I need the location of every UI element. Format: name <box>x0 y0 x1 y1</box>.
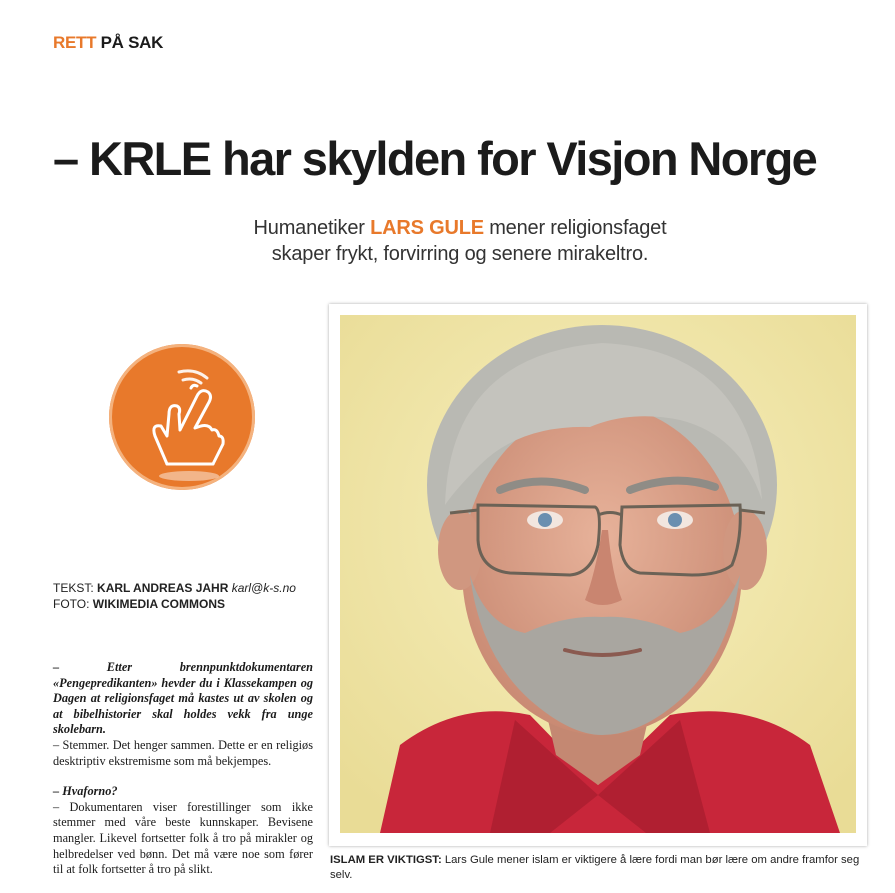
portrait-photo <box>340 315 856 833</box>
article-question-1: – Etter brennpunktdokumentaren «Pengepredikanten» hevder du i Klassekampen og Dagen at religionsfaget må kastes ut av skolen og at bibelhistorier skal holdes vekk fra unge skolebarn. – Stemmer. Det henger sammen. Dette er en religiøs desktriptiv ekstremisme som må bekjempes. <box>53 660 313 768</box>
caption-text: Lars Gule mener islam er viktigere å lære fordi man bør lære om andre framfor seg selv. <box>330 854 860 881</box>
portrait-photo-frame <box>329 304 867 846</box>
lead-name: LARS GULE <box>370 217 484 239</box>
photo-caption <box>330 853 870 883</box>
section-kicker <box>53 33 163 53</box>
byline <box>53 580 296 612</box>
article-question-2: – Hvaforno? – Dokumentaren viser forestillinger som ikke stemmer med våre beste kunnskaper. Bevisene mangler. Likevel fortsetter folk å tro på mirakler og helbredelser ved bønn. Det må være noe som fører til at folk fortsetter å tro på slikt. <box>53 784 313 877</box>
lead-before: Humanetiker <box>253 217 365 239</box>
photo-credit-label: FOTO: <box>53 597 90 611</box>
kicker-part-2: PÅ SAK <box>100 33 164 52</box>
article-answer-2: – Dokumentaren viser forestillinger som ikke stemmer med våre beste kunnskaper. Bevisene mangler. Likevel fortsetter folk å tro på mirakler og helbredelser ved bønn. Det må være noe som fører til at folk fortsetter å tro på slikt. <box>53 799 313 877</box>
author-name: KARL ANDREAS JAHR <box>97 581 229 595</box>
touch-hand-icon <box>109 344 255 490</box>
text-credit-label: TEKST: <box>53 581 94 595</box>
lead-line-2: skaper frykt, forvirring og senere mirakeltro. <box>271 243 649 265</box>
article-body <box>53 660 313 893</box>
headline: – KRLE har skylden for Visjon Norge <box>53 132 817 185</box>
kicker-part-1: RETT <box>53 33 97 52</box>
author-email[interactable]: karl@k-s.no <box>231 581 296 595</box>
lead-paragraph <box>200 215 720 267</box>
photo-source: WIKIMEDIA COMMONS <box>92 597 226 611</box>
article-answer-1: – Stemmer. Det henger sammen. Dette er en religiøs desktriptiv ekstremisme som må bekjempes. <box>53 737 313 768</box>
caption-label: ISLAM ER VIKTIGST: <box>330 854 442 866</box>
lead-after: mener religionsfaget <box>489 217 667 239</box>
